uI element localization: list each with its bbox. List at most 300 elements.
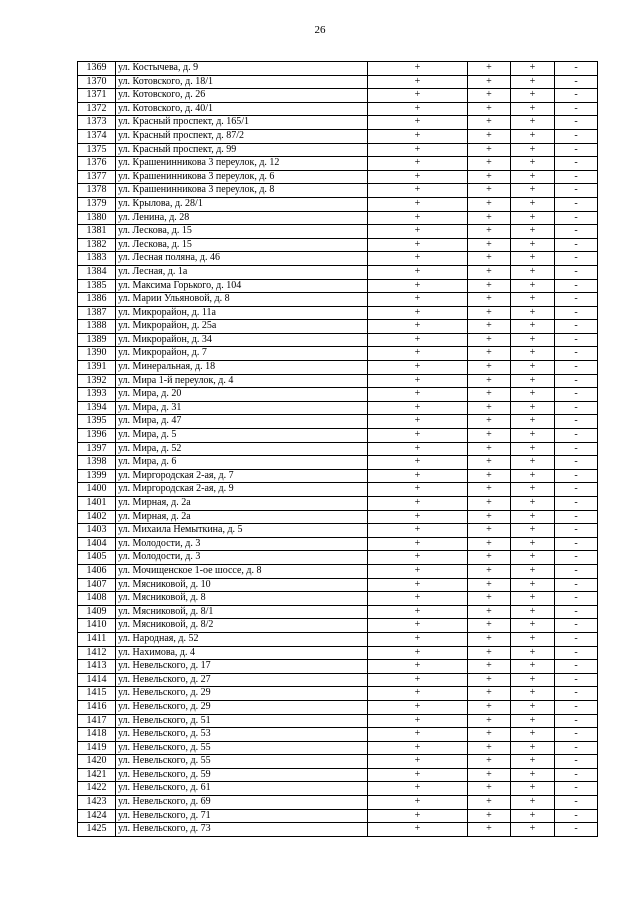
mark-cell-2: +: [468, 768, 511, 782]
mark-cell-4: -: [555, 768, 598, 782]
mark-cell-3: +: [511, 469, 555, 483]
mark-cell-1: +: [368, 374, 468, 388]
mark-cell-1: +: [368, 605, 468, 619]
mark-cell-3: +: [511, 157, 555, 171]
address-cell: ул. Микрорайон, д. 11а: [116, 306, 368, 320]
mark-cell-2: +: [468, 184, 511, 198]
table-row: [78, 143, 598, 157]
address-cell: ул. Невельского, д. 29: [116, 687, 368, 701]
table-row: [78, 551, 598, 565]
mark-cell-2: +: [468, 564, 511, 578]
mark-cell-1: +: [368, 700, 468, 714]
address-cell: ул. Ленина, д. 28: [116, 211, 368, 225]
mark-cell-2: +: [468, 755, 511, 769]
address-cell: ул. Лесная, д. 1а: [116, 265, 368, 279]
mark-cell-3: +: [511, 429, 555, 443]
mark-cell-3: +: [511, 320, 555, 334]
mark-cell-2: +: [468, 116, 511, 130]
mark-cell-3: +: [511, 755, 555, 769]
table-row: [78, 129, 598, 143]
address-cell: ул. Красный проспект, д. 99: [116, 143, 368, 157]
mark-cell-1: +: [368, 456, 468, 470]
mark-cell-2: +: [468, 823, 511, 837]
table-row: [78, 578, 598, 592]
row-number-cell: 1386: [78, 293, 116, 307]
mark-cell-4: -: [555, 592, 598, 606]
row-number-cell: 1403: [78, 524, 116, 538]
row-number-cell: 1415: [78, 687, 116, 701]
address-cell: ул. Микрорайон, д. 34: [116, 333, 368, 347]
mark-cell-2: +: [468, 442, 511, 456]
row-number-cell: 1373: [78, 116, 116, 130]
address-cell: ул. Невельского, д. 73: [116, 823, 368, 837]
table-row: [78, 197, 598, 211]
row-number-cell: 1380: [78, 211, 116, 225]
address-cell: ул. Крылова, д. 28/1: [116, 197, 368, 211]
mark-cell-4: -: [555, 619, 598, 633]
mark-cell-2: +: [468, 714, 511, 728]
address-cell: ул. Мирная, д. 2а: [116, 497, 368, 511]
table-row: [78, 170, 598, 184]
mark-cell-2: +: [468, 456, 511, 470]
row-number-cell: 1405: [78, 551, 116, 565]
row-number-cell: 1420: [78, 755, 116, 769]
table-row: [78, 564, 598, 578]
row-number-cell: 1385: [78, 279, 116, 293]
row-number-cell: 1402: [78, 510, 116, 524]
mark-cell-2: +: [468, 143, 511, 157]
mark-cell-3: +: [511, 415, 555, 429]
row-number-cell: 1369: [78, 62, 116, 76]
table-row: [78, 157, 598, 171]
mark-cell-2: +: [468, 347, 511, 361]
table-row: [78, 401, 598, 415]
mark-cell-4: -: [555, 347, 598, 361]
mark-cell-2: +: [468, 293, 511, 307]
mark-cell-2: +: [468, 497, 511, 511]
address-cell: ул. Невельского, д. 51: [116, 714, 368, 728]
address-cell: ул. Марии Ульяновой, д. 8: [116, 293, 368, 307]
address-cell: ул. Мирная, д. 2а: [116, 510, 368, 524]
row-number-cell: 1408: [78, 592, 116, 606]
mark-cell-3: +: [511, 62, 555, 76]
mark-cell-2: +: [468, 605, 511, 619]
mark-cell-4: -: [555, 646, 598, 660]
address-cell: ул. Невельского, д. 27: [116, 673, 368, 687]
table-row: [78, 252, 598, 266]
address-cell: ул. Молодости, д. 3: [116, 537, 368, 551]
mark-cell-1: +: [368, 62, 468, 76]
table-row: [78, 75, 598, 89]
mark-cell-3: +: [511, 306, 555, 320]
table-row: [78, 333, 598, 347]
table-row: [78, 782, 598, 796]
mark-cell-3: +: [511, 347, 555, 361]
table-row: [78, 211, 598, 225]
row-number-cell: 1412: [78, 646, 116, 660]
row-number-cell: 1381: [78, 225, 116, 239]
mark-cell-3: +: [511, 116, 555, 130]
row-number-cell: 1398: [78, 456, 116, 470]
mark-cell-3: +: [511, 279, 555, 293]
mark-cell-2: +: [468, 170, 511, 184]
address-cell: ул. Котовского, д. 40/1: [116, 102, 368, 116]
mark-cell-3: +: [511, 265, 555, 279]
table-row: [78, 238, 598, 252]
row-number-cell: 1390: [78, 347, 116, 361]
address-cell: ул. Мясниковой, д. 10: [116, 578, 368, 592]
mark-cell-1: +: [368, 660, 468, 674]
mark-cell-1: +: [368, 741, 468, 755]
table-row: [78, 755, 598, 769]
row-number-cell: 1411: [78, 632, 116, 646]
mark-cell-1: +: [368, 279, 468, 293]
mark-cell-4: -: [555, 755, 598, 769]
table-row: [78, 415, 598, 429]
address-cell: ул. Нахимова, д. 4: [116, 646, 368, 660]
address-table: [77, 61, 598, 837]
mark-cell-1: +: [368, 252, 468, 266]
mark-cell-4: -: [555, 75, 598, 89]
mark-cell-1: +: [368, 143, 468, 157]
page-number: 26: [314, 24, 326, 36]
table-row: [78, 809, 598, 823]
mark-cell-4: -: [555, 374, 598, 388]
address-cell: ул. Мира, д. 52: [116, 442, 368, 456]
row-number-cell: 1396: [78, 429, 116, 443]
mark-cell-2: +: [468, 415, 511, 429]
table-row: [78, 225, 598, 239]
row-number-cell: 1416: [78, 700, 116, 714]
row-number-cell: 1374: [78, 129, 116, 143]
mark-cell-4: -: [555, 687, 598, 701]
address-cell: ул. Мясниковой, д. 8: [116, 592, 368, 606]
table-row: [78, 293, 598, 307]
address-cell: ул. Миргородская 2-ая, д. 9: [116, 483, 368, 497]
mark-cell-2: +: [468, 157, 511, 171]
mark-cell-1: +: [368, 388, 468, 402]
mark-cell-1: +: [368, 129, 468, 143]
mark-cell-2: +: [468, 782, 511, 796]
mark-cell-1: +: [368, 333, 468, 347]
row-number-cell: 1378: [78, 184, 116, 198]
mark-cell-3: +: [511, 456, 555, 470]
row-number-cell: 1394: [78, 401, 116, 415]
mark-cell-2: +: [468, 89, 511, 103]
mark-cell-4: -: [555, 252, 598, 266]
mark-cell-4: -: [555, 415, 598, 429]
row-number-cell: 1397: [78, 442, 116, 456]
address-cell: ул. Невельского, д. 17: [116, 660, 368, 674]
row-number-cell: 1418: [78, 728, 116, 742]
row-number-cell: 1379: [78, 197, 116, 211]
mark-cell-1: +: [368, 306, 468, 320]
mark-cell-1: +: [368, 714, 468, 728]
row-number-cell: 1413: [78, 660, 116, 674]
mark-cell-4: -: [555, 306, 598, 320]
mark-cell-4: -: [555, 429, 598, 443]
mark-cell-3: +: [511, 714, 555, 728]
address-cell: ул. Мясниковой, д. 8/2: [116, 619, 368, 633]
table-row: [78, 116, 598, 130]
row-number-cell: 1417: [78, 714, 116, 728]
mark-cell-1: +: [368, 265, 468, 279]
row-number-cell: 1399: [78, 469, 116, 483]
table-row: [78, 320, 598, 334]
mark-cell-1: +: [368, 197, 468, 211]
table-row: [78, 660, 598, 674]
mark-cell-2: +: [468, 129, 511, 143]
table-row: [78, 741, 598, 755]
table-row: [78, 497, 598, 511]
mark-cell-2: +: [468, 646, 511, 660]
address-cell: ул. Крашенинникова 3 переулок, д. 8: [116, 184, 368, 198]
mark-cell-4: -: [555, 293, 598, 307]
table-row: [78, 646, 598, 660]
mark-cell-4: -: [555, 524, 598, 538]
mark-cell-2: +: [468, 333, 511, 347]
table-row: [78, 265, 598, 279]
mark-cell-4: -: [555, 143, 598, 157]
mark-cell-3: +: [511, 578, 555, 592]
mark-cell-4: -: [555, 551, 598, 565]
mark-cell-2: +: [468, 429, 511, 443]
mark-cell-3: +: [511, 687, 555, 701]
row-number-cell: 1424: [78, 809, 116, 823]
mark-cell-1: +: [368, 768, 468, 782]
mark-cell-1: +: [368, 116, 468, 130]
mark-cell-1: +: [368, 469, 468, 483]
mark-cell-2: +: [468, 578, 511, 592]
mark-cell-2: +: [468, 238, 511, 252]
mark-cell-4: -: [555, 714, 598, 728]
mark-cell-3: +: [511, 768, 555, 782]
row-number-cell: 1406: [78, 564, 116, 578]
address-cell: ул. Мира, д. 31: [116, 401, 368, 415]
mark-cell-4: -: [555, 361, 598, 375]
mark-cell-3: +: [511, 646, 555, 660]
mark-cell-2: +: [468, 252, 511, 266]
address-cell: ул. Мира, д. 5: [116, 429, 368, 443]
table-row: [78, 592, 598, 606]
mark-cell-1: +: [368, 632, 468, 646]
table-row: [78, 619, 598, 633]
mark-cell-3: +: [511, 619, 555, 633]
row-number-cell: 1391: [78, 361, 116, 375]
mark-cell-3: +: [511, 605, 555, 619]
mark-cell-2: +: [468, 700, 511, 714]
mark-cell-1: +: [368, 347, 468, 361]
table-row: [78, 632, 598, 646]
address-cell: ул. Красный проспект, д. 165/1: [116, 116, 368, 130]
mark-cell-4: -: [555, 483, 598, 497]
mark-cell-4: -: [555, 197, 598, 211]
table-row: [78, 524, 598, 538]
mark-cell-3: +: [511, 741, 555, 755]
row-number-cell: 1400: [78, 483, 116, 497]
mark-cell-3: +: [511, 225, 555, 239]
address-cell: ул. Лескова, д. 15: [116, 225, 368, 239]
mark-cell-1: +: [368, 619, 468, 633]
row-number-cell: 1392: [78, 374, 116, 388]
mark-cell-1: +: [368, 510, 468, 524]
mark-cell-3: +: [511, 170, 555, 184]
mark-cell-1: +: [368, 809, 468, 823]
address-cell: ул. Мира, д. 47: [116, 415, 368, 429]
table-row: [78, 469, 598, 483]
mark-cell-4: -: [555, 796, 598, 810]
table-row: [78, 361, 598, 375]
mark-cell-3: +: [511, 497, 555, 511]
row-number-cell: 1425: [78, 823, 116, 837]
mark-cell-3: +: [511, 374, 555, 388]
row-number-cell: 1414: [78, 673, 116, 687]
mark-cell-4: -: [555, 401, 598, 415]
mark-cell-4: -: [555, 741, 598, 755]
mark-cell-2: +: [468, 279, 511, 293]
mark-cell-4: -: [555, 102, 598, 116]
mark-cell-3: +: [511, 782, 555, 796]
address-cell: ул. Микрорайон, д. 7: [116, 347, 368, 361]
mark-cell-1: +: [368, 823, 468, 837]
table-row: [78, 102, 598, 116]
table-row: [78, 429, 598, 443]
mark-cell-4: -: [555, 129, 598, 143]
row-number-cell: 1395: [78, 415, 116, 429]
mark-cell-2: +: [468, 62, 511, 76]
mark-cell-2: +: [468, 660, 511, 674]
mark-cell-1: +: [368, 429, 468, 443]
mark-cell-3: +: [511, 184, 555, 198]
mark-cell-1: +: [368, 238, 468, 252]
mark-cell-3: +: [511, 673, 555, 687]
row-number-cell: 1404: [78, 537, 116, 551]
row-number-cell: 1370: [78, 75, 116, 89]
mark-cell-3: +: [511, 129, 555, 143]
mark-cell-4: -: [555, 497, 598, 511]
table-row: [78, 388, 598, 402]
row-number-cell: 1382: [78, 238, 116, 252]
mark-cell-1: +: [368, 483, 468, 497]
mark-cell-4: -: [555, 211, 598, 225]
mark-cell-2: +: [468, 592, 511, 606]
address-cell: ул. Народная, д. 52: [116, 632, 368, 646]
mark-cell-1: +: [368, 211, 468, 225]
row-number-cell: 1389: [78, 333, 116, 347]
mark-cell-3: +: [511, 102, 555, 116]
mark-cell-3: +: [511, 361, 555, 375]
mark-cell-2: +: [468, 265, 511, 279]
mark-cell-2: +: [468, 809, 511, 823]
mark-cell-2: +: [468, 388, 511, 402]
mark-cell-3: +: [511, 75, 555, 89]
mark-cell-4: -: [555, 578, 598, 592]
row-number-cell: 1372: [78, 102, 116, 116]
mark-cell-3: +: [511, 592, 555, 606]
address-cell: ул. Лескова, д. 15: [116, 238, 368, 252]
address-cell: ул. Максима Горького, д. 104: [116, 279, 368, 293]
address-cell: ул. Лесная поляна, д. 46: [116, 252, 368, 266]
mark-cell-4: -: [555, 564, 598, 578]
address-cell: ул. Молодости, д. 3: [116, 551, 368, 565]
address-cell: ул. Красный проспект, д. 87/2: [116, 129, 368, 143]
table-row: [78, 728, 598, 742]
table-row: [78, 605, 598, 619]
mark-cell-3: +: [511, 143, 555, 157]
mark-cell-2: +: [468, 619, 511, 633]
mark-cell-3: +: [511, 796, 555, 810]
mark-cell-1: +: [368, 361, 468, 375]
mark-cell-2: +: [468, 469, 511, 483]
mark-cell-1: +: [368, 564, 468, 578]
mark-cell-1: +: [368, 755, 468, 769]
row-number-cell: 1407: [78, 578, 116, 592]
mark-cell-3: +: [511, 700, 555, 714]
table-row: [78, 442, 598, 456]
table-row: [78, 687, 598, 701]
mark-cell-2: +: [468, 197, 511, 211]
mark-cell-2: +: [468, 75, 511, 89]
address-cell: ул. Невельского, д. 71: [116, 809, 368, 823]
table-row: [78, 796, 598, 810]
mark-cell-1: +: [368, 497, 468, 511]
mark-cell-3: +: [511, 333, 555, 347]
table-row: [78, 673, 598, 687]
table-row: [78, 374, 598, 388]
mark-cell-2: +: [468, 537, 511, 551]
row-number-cell: 1401: [78, 497, 116, 511]
mark-cell-2: +: [468, 211, 511, 225]
mark-cell-3: +: [511, 483, 555, 497]
row-number-cell: 1387: [78, 306, 116, 320]
mark-cell-4: -: [555, 225, 598, 239]
row-number-cell: 1421: [78, 768, 116, 782]
mark-cell-1: +: [368, 537, 468, 551]
mark-cell-3: +: [511, 197, 555, 211]
mark-cell-4: -: [555, 238, 598, 252]
mark-cell-1: +: [368, 89, 468, 103]
mark-cell-2: +: [468, 741, 511, 755]
mark-cell-2: +: [468, 632, 511, 646]
address-cell: ул. Невельского, д. 53: [116, 728, 368, 742]
table-row: [78, 347, 598, 361]
row-number-cell: 1410: [78, 619, 116, 633]
mark-cell-1: +: [368, 578, 468, 592]
mark-cell-4: -: [555, 673, 598, 687]
mark-cell-1: +: [368, 687, 468, 701]
mark-cell-4: -: [555, 157, 598, 171]
mark-cell-3: +: [511, 728, 555, 742]
mark-cell-4: -: [555, 537, 598, 551]
table-row: [78, 89, 598, 103]
mark-cell-4: -: [555, 184, 598, 198]
mark-cell-4: -: [555, 320, 598, 334]
address-cell: ул. Михаила Немыткина, д. 5: [116, 524, 368, 538]
address-cell: ул. Невельского, д. 59: [116, 768, 368, 782]
address-cell: ул. Мира, д. 20: [116, 388, 368, 402]
mark-cell-4: -: [555, 170, 598, 184]
mark-cell-2: +: [468, 102, 511, 116]
mark-cell-3: +: [511, 632, 555, 646]
mark-cell-1: +: [368, 102, 468, 116]
mark-cell-3: +: [511, 660, 555, 674]
mark-cell-3: +: [511, 401, 555, 415]
mark-cell-3: +: [511, 89, 555, 103]
address-cell: ул. Мясниковой, д. 8/1: [116, 605, 368, 619]
mark-cell-3: +: [511, 510, 555, 524]
mark-cell-4: -: [555, 510, 598, 524]
mark-cell-1: +: [368, 728, 468, 742]
